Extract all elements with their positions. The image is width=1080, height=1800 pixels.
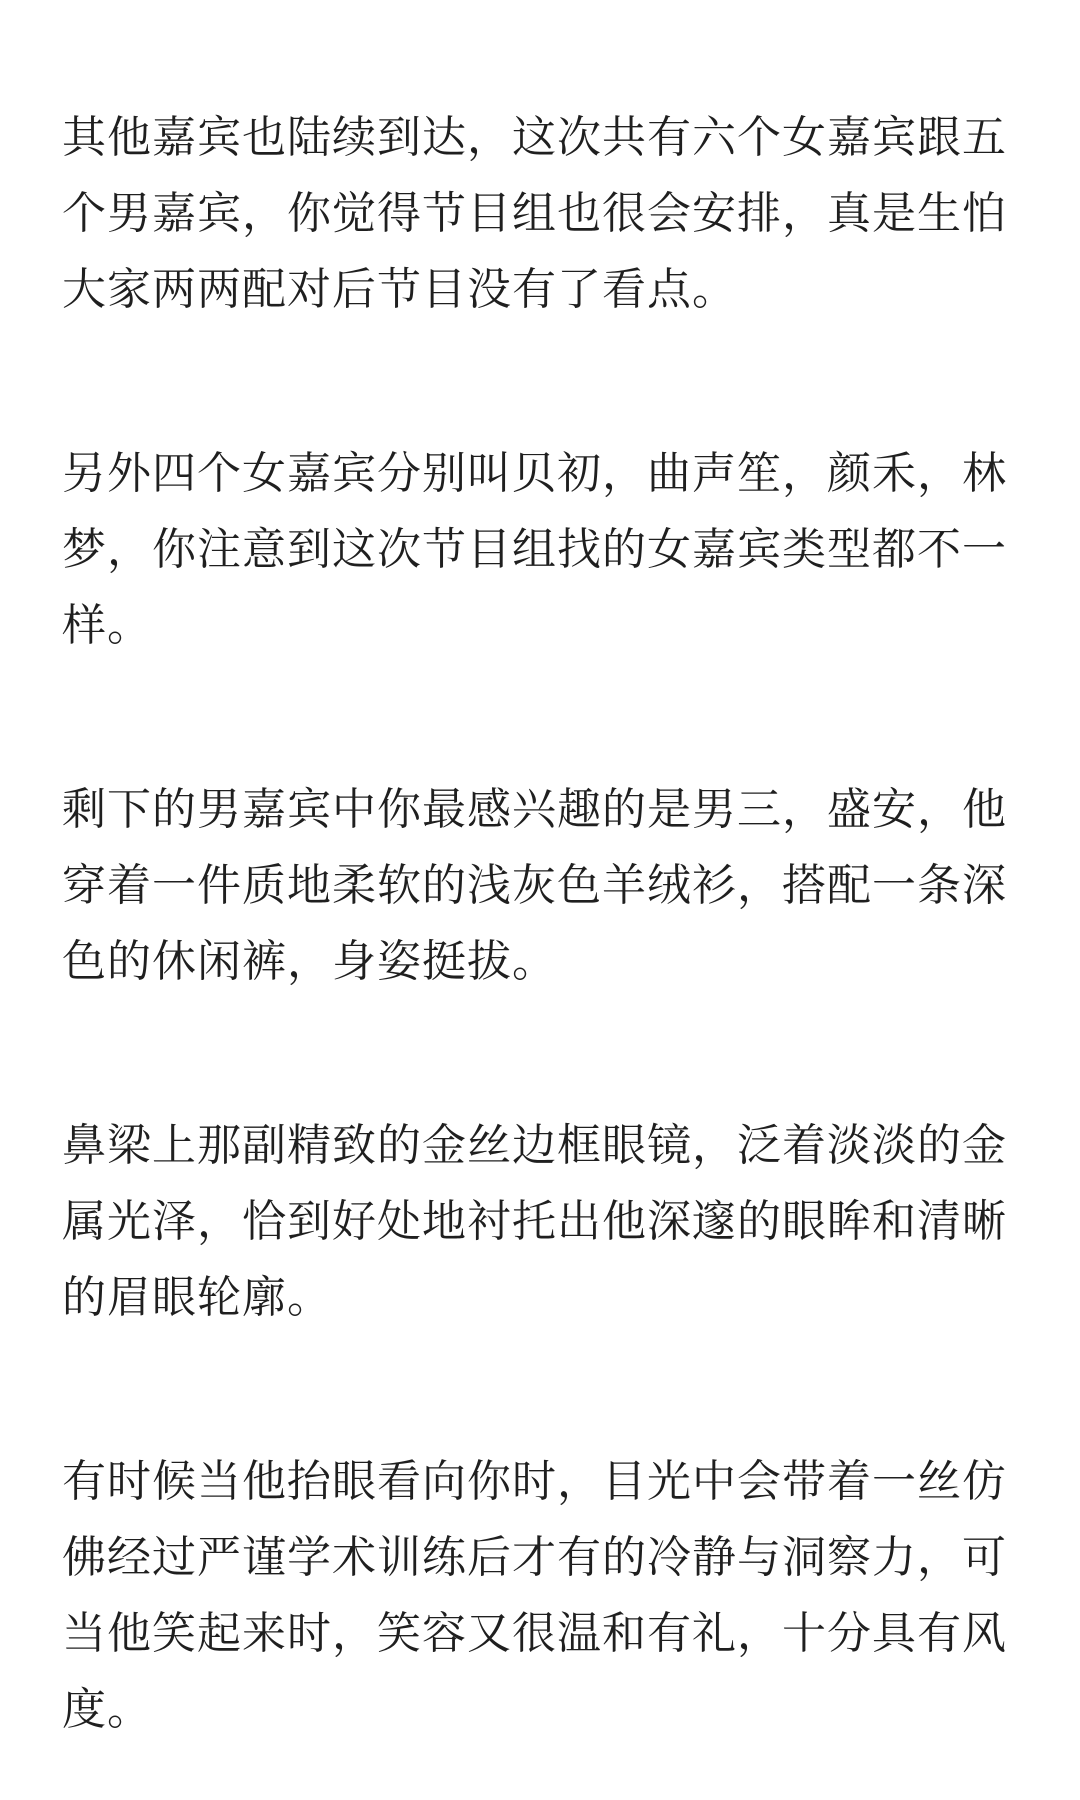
paragraph-5: 有时候当他抬眼看向你时，目光中会带着一丝仿佛经过严谨学术训练后才有的冷静与洞察力，可当他笑起来时，笑容又很温和有礼，十分具有风度。 (62, 1456, 1007, 1735)
paragraph-4: 鼻梁上那副精致的金丝边框眼镜，泛着淡淡的金属光泽，恰到好处地衬托出他深邃的眼眸和清晰的眉眼轮廓。 (62, 1120, 1007, 1323)
paragraph-2: 另外四个女嘉宾分别叫贝初，曲声笙，颜禾，林梦，你注意到这次节目组找的女嘉宾类型都不一样。 (62, 448, 1007, 651)
paragraph-3: 剩下的男嘉宾中你最感兴趣的是男三，盛安，他穿着一件质地柔软的浅灰色羊绒衫，搭配一条深色的休闲裤，身姿挺拔。 (62, 784, 1007, 987)
paragraph-1: 其他嘉宾也陆续到达，这次共有六个女嘉宾跟五个男嘉宾，你觉得节目组也很会安排，真是生怕大家两两配对后节目没有了看点。 (62, 112, 1007, 315)
